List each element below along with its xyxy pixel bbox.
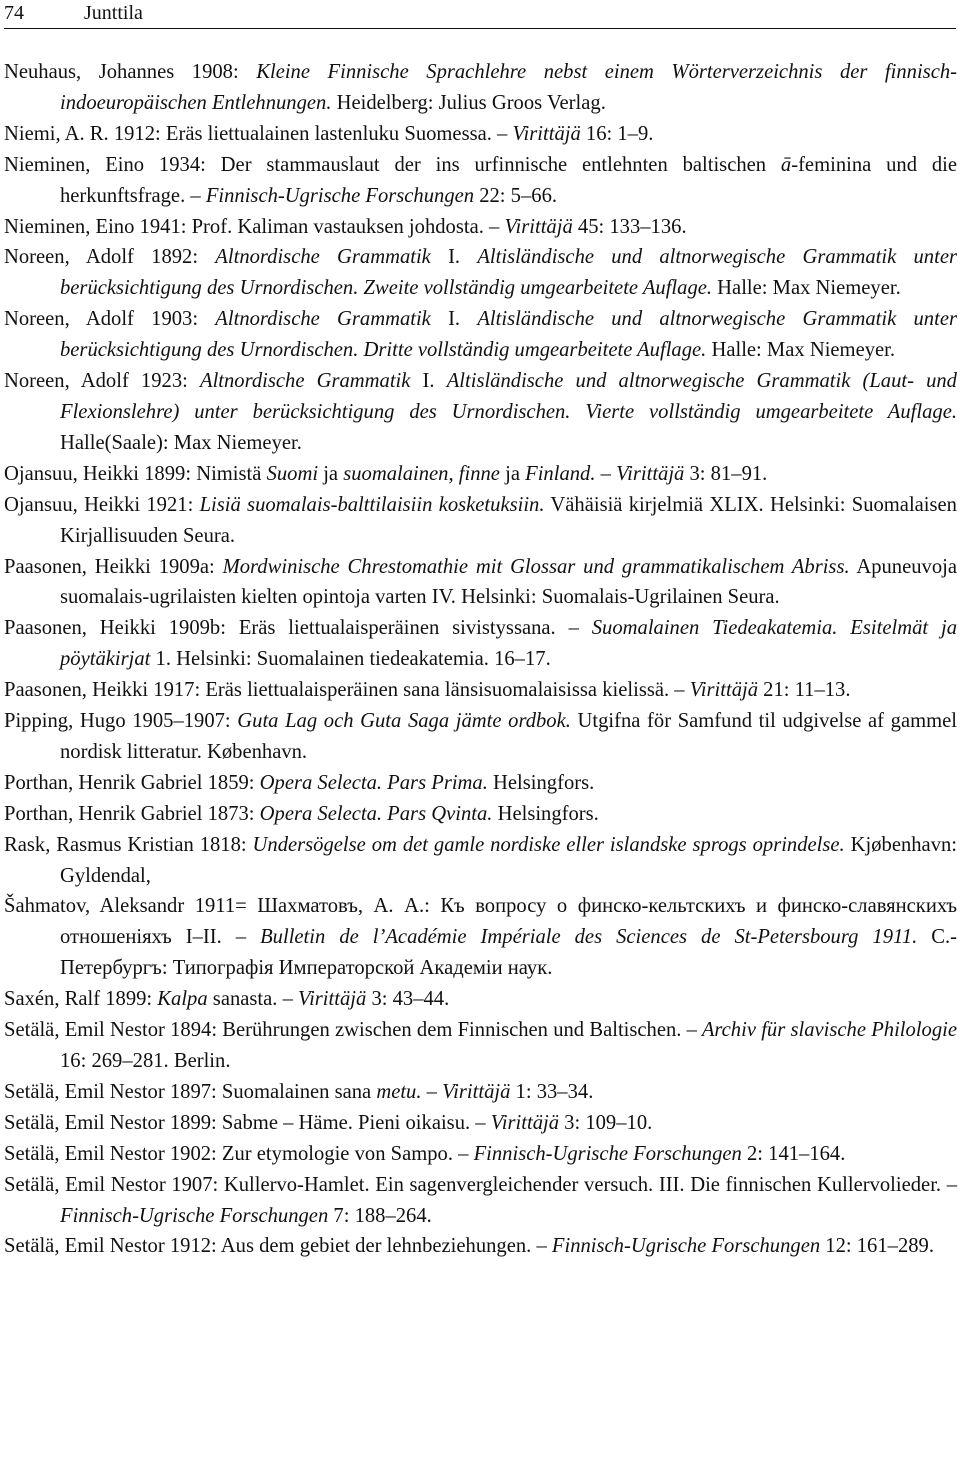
reference-text: Niemi, A. R. 1912: Eräs liettualainen lastenluku Suomessa. (4, 122, 498, 145)
reference-text: Paasonen, Heikki 1917: Eräs liettualaisperäinen sana länsisuomalaisissa kielissä. (4, 679, 675, 702)
reference-italic-text: – Virittäjä (600, 462, 685, 485)
reference-entry (4, 366, 957, 459)
reference-text: 16: 1–9. (580, 122, 654, 145)
reference-text: Heidelberg: Julius Groos Verlag. (331, 91, 606, 114)
reference-italic-text: Kalpa (157, 988, 208, 1011)
running-title: Junttila (84, 2, 143, 24)
reference-text: Setälä, Emil Nestor 1894: Berührungen zwischen dem Finnischen und Baltischen. (4, 1019, 687, 1042)
reference-text: Paasonen, Heikki 1909a: (4, 555, 223, 578)
reference-text: Noreen, Adolf 1892: (4, 246, 216, 269)
reference-entry (4, 830, 957, 892)
reference-text: Setälä, Emil Nestor 1912: Aus dem gebiet der lehnbeziehungen. (4, 1235, 537, 1258)
reference-italic-text: Lisiä suomalais-balttilaisiin kosketuksiin. (199, 493, 545, 516)
reference-italic-text: Altisländische und altnorwegische Grammatik unter berücksichtigung des Urnordischen. Dritte vollständig umgearbeitete Auflage. (60, 308, 957, 362)
reference-italic-text: Finland. (525, 462, 596, 485)
reference-text: 3: 81–91. (684, 462, 768, 485)
reference-text: Nieminen, Eino 1934: Der stammauslaut der ins urfinnische entlehnten baltischen (4, 153, 781, 176)
reference-text: Halle: Max Niemeyer. (712, 277, 901, 300)
reference-entry (4, 1108, 957, 1139)
reference-text: 22: 5–66. (474, 184, 558, 207)
reference-entry (4, 1139, 957, 1170)
reference-text: Noreen, Adolf 1903: (4, 308, 216, 331)
reference-italic-text: Altnordische Grammatik (199, 370, 411, 393)
reference-italic-text: Altisländische und altnorwegische Grammatik (Laut- und Flexionslehre) unter berücksichtigung des Urnordischen. Vierte vollständig umgearbeitete Auflage. (60, 370, 957, 423)
reference-text: Setälä, Emil Nestor 1902: Zur etymologie von Sampo. (4, 1142, 459, 1165)
reference-entry (4, 150, 957, 212)
reference-entry (4, 1077, 957, 1108)
reference-text: Setälä, Emil Nestor 1897: Suomalainen sana (4, 1080, 377, 1103)
reference-text: Vähäisiä kirjelmiä XLIX. Helsinki: Suomalaisen Kirjallisuuden Seura. (60, 493, 957, 547)
reference-italic-text: – Virittäjä (282, 988, 367, 1011)
reference-italic-text: – Virittäjä (497, 122, 581, 145)
reference-entry (4, 552, 957, 614)
reference-text: sanasta. (207, 988, 283, 1011)
reference-text: Šahmatov, Aleksandr 1911= Шахматовъ, А. А.: Къ вопросу о финско-кельтскихъ и финско-славянскихъ отношеніяхъ I–II. (4, 895, 957, 949)
reference-italic-text: – Bulletin de l’Académie Impériale des Sciences de St-Petersbourg 1911. (235, 926, 918, 949)
reference-text: 1: 33–34. (510, 1080, 594, 1103)
reference-text: Ojansuu, Heikki 1899: Nimistä (4, 462, 267, 485)
reference-entry (4, 799, 957, 830)
reference-entry (4, 613, 957, 675)
reference-text: Halle: Max Niemeyer. (706, 339, 896, 362)
reference-text: Paasonen, Heikki 1909b: Eräs liettualaisperäinen sivistyssana. (4, 617, 569, 640)
header-rule (4, 28, 956, 29)
reference-entry (4, 984, 957, 1015)
reference-entry (4, 675, 957, 706)
reference-text: Kjøbenhavn: Gyldendal, (60, 833, 958, 887)
reference-italic-text: metu. (376, 1080, 422, 1103)
reference-entry (4, 242, 957, 304)
reference-text: 1. Helsinki: Suomalainen tiedeakatemia. 16–17. (150, 648, 551, 671)
reference-text: I. (430, 308, 478, 331)
reference-italic-text: – Finnisch-Ugrische Forschungen (60, 1173, 957, 1227)
reference-text: 21: 11–13. (758, 679, 851, 702)
reference-entry (4, 119, 957, 150)
reference-text: 16: 269–281. Berlin. (60, 1050, 231, 1072)
reference-text: I. (410, 370, 447, 393)
reference-text: Ojansuu, Heikki 1921: (4, 493, 200, 516)
reference-italic-text: – Virittäjä (426, 1080, 511, 1103)
reference-italic-text: – Finnisch-Ugrische Forschungen (536, 1235, 821, 1258)
reference-italic-text: Altnordische Grammatik (215, 246, 431, 269)
reference-italic-text: – Virittäjä (674, 679, 759, 702)
reference-italic-text: Undersögelse om det gamle nordiske eller islandske sprogs oprindelse. (252, 833, 845, 856)
reference-italic-text: – Virittäjä (489, 215, 573, 238)
reference-entry (4, 459, 957, 490)
reference-text: 7: 188–264. (328, 1204, 432, 1227)
reference-entry (4, 768, 957, 799)
reference-italic-text: – Suomalainen Tiedeakatemia. Esitelmät ja pöytäkirjat (60, 617, 957, 671)
reference-italic-text: – Finnisch-Ugrische Forschungen (190, 184, 475, 207)
reference-italic-text: Altisländische und altnorwegische Grammatik unter berücksichtigung des Urnordischen. Zweite vollständig umgearbeitete Auflage. (60, 246, 957, 300)
reference-italic-text: Altnordische Grammatik (215, 308, 431, 331)
page-number: 74 (4, 2, 24, 24)
reference-text: Utgifna för Samfund til udgivelse af gammel nordisk litteratur. København. (60, 710, 957, 763)
reference-text: С.-Петербургъ: Типографія Императорской Академіи наук. (60, 926, 957, 980)
reference-text: 2: 141–164. (741, 1142, 846, 1165)
reference-entry (4, 1231, 957, 1262)
reference-italic-text: – Archiv für slavische Philologie (686, 1019, 957, 1042)
reference-text: Setälä, Emil Nestor 1899: Sabme – Häme. Pieni oikaisu. (4, 1111, 476, 1134)
bibliography-list (4, 57, 957, 1262)
reference-text: 3: 43–44. (366, 988, 450, 1011)
reference-text: Neuhaus, Johannes 1908: (4, 61, 257, 83)
reference-entry (4, 57, 957, 119)
reference-text: Helsingfors. (492, 802, 599, 825)
reference-italic-text: – Virittäjä (475, 1111, 560, 1134)
reference-text: Pipping, Hugo 1905–1907: (4, 710, 238, 733)
reference-italic-text: Opera Selecta. Pars Prima. (259, 771, 488, 794)
reference-italic-text: – Finnisch-Ugrische Forschungen (458, 1142, 742, 1165)
reference-italic-text: Opera Selecta. Pars Qvinta. (259, 802, 493, 825)
reference-text: Helsingfors. (487, 771, 595, 794)
reference-entry (4, 891, 957, 984)
reference-text: Porthan, Henrik Gabriel 1873: (4, 802, 260, 825)
reference-text: -feminina und die herkunftsfrage. (60, 153, 958, 207)
reference-italic-text: suomalainen, finne (343, 462, 500, 485)
reference-text: Rask, Rasmus Kristian 1818: (4, 833, 253, 856)
reference-text: ja (499, 462, 526, 485)
running-header (4, 0, 956, 30)
reference-entry (4, 706, 957, 768)
reference-text: 3: 109–10. (559, 1111, 653, 1134)
reference-italic-text: Suomi (266, 462, 319, 485)
reference-italic-text: Kleine Finnische Sprachlehre nebst einem Wörterverzeichnis der finnisch-indoeuropäischen Entlehnungen. (60, 61, 957, 114)
reference-text: Halle(Saale): Max Niemeyer. (60, 431, 302, 454)
reference-entry (4, 1170, 957, 1232)
reference-text: 45: 133–136. (572, 215, 687, 238)
reference-text: ja (318, 462, 344, 485)
reference-text: 12: 161–289. (820, 1235, 934, 1258)
reference-text: Apuneuvoja suomalais-ugrilaisten kielten opintoja varten IV. Helsinki: Suomalais-Ugrilainen Seura. (60, 555, 957, 609)
reference-entry (4, 212, 957, 243)
reference-text: Porthan, Henrik Gabriel 1859: (4, 771, 260, 794)
reference-text: I. (430, 246, 478, 269)
reference-text: Noreen, Adolf 1923: (4, 370, 200, 393)
reference-entry (4, 490, 957, 552)
reference-text: Setälä, Emil Nestor 1907: Kullervo-Hamlet. Ein sagenvergleichender versuch. III. Die finnischen Kullervolieder. (4, 1173, 947, 1196)
reference-entry (4, 1015, 957, 1077)
reference-italic-text: Mordwinische Chrestomathie mit Glossar und grammatikalischem Abriss. (222, 555, 850, 578)
reference-entry (4, 304, 957, 366)
reference-italic-text: Guta Lag och Guta Saga jämte ordbok. (237, 710, 571, 733)
reference-text: Saxén, Ralf 1899: (4, 988, 158, 1011)
reference-italic-text: ā (780, 153, 792, 176)
reference-text: Nieminen, Eino 1941: Prof. Kaliman vastauksen johdosta. (4, 215, 490, 238)
